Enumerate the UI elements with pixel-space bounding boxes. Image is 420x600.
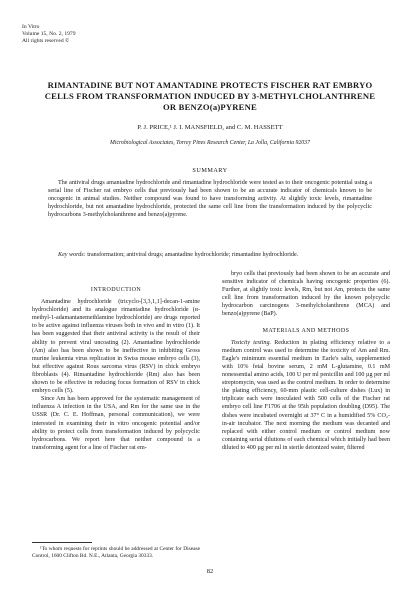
- toxicity-subheading: Toxicity testing.: [231, 339, 272, 346]
- journal-header: [22, 24, 76, 45]
- journal-rights: All rights reserved ©: [22, 38, 70, 44]
- introduction-paragraph-1: Amantadine hydrochloride (tricyclo-[3,3,1,1]-decan-1-amine hydrochloride) and its analogue rimantadine hydrochloride (α-methyl-1-adamantanemethlamine hydrochloride) are drugs reported to be active against influenza viruses both in vivo and in vitro (1). It has been suggested that their antiviral activity is the result of their ability to prevent viral uncoating (2). Amantadine hydrochloride (Am) also has been shown to be ineffective in inhibiting Gross murine leukemia virus replication in Swiss mouse embryo cells (3), but effective against Rous sarcoma virus (RSV) in chick embryo fibroblasts (4). Rimantadine hydrochloride (Rm) also has been shown to be effective in reducing focus formation of RSV in chick embryo cells (5).: [32, 299, 200, 395]
- introduction-heading: INTRODUCTION: [90, 287, 142, 293]
- footnote: ¹To whom requests for reprints should be addressed at Center for Disease Control, 1600 Clifton Rd. N.E., Atlanta, Georgia 30333.: [32, 546, 200, 559]
- right-column: [222, 270, 390, 452]
- introduction-paragraph-2: Since Am has been approved for the systematic management of influenza A infection in the USA, and Rm for the same use in the USSR (Dr. C. E. Hoffman, personal communication), we were interested in examining their in vitro oncogenic potential and/or ability to protect cells from transformation induced by polycyclic hydrocarbons. We report here that neither compound is a transforming agent for a line of Fischer rat em-: [32, 396, 200, 451]
- summary-text: The antiviral drugs amantadine hydrochloride and rimantadine hydrochloride were tested as to their oncogenic potential using a serial line of Fischer rat embryo cells that previously had been shown to be an accurate indicator of chemicals known to be oncogenic in animal studies. Neither compound was found to have transforming activity. At slightly toxic levels, rimantadine hydrochloride, but not amantadine hydrochloride, protected the same cell line from the transformation induced by the polycyclic hydrocarbons 3-methylcholanthrene and benzo(a)pyrene.: [48, 180, 372, 219]
- keywords-text: transformation; antiviral drugs; amantadine hydrochloride; rimantadine hydrochloride.: [87, 252, 299, 258]
- left-column: [32, 286, 200, 452]
- keywords: [48, 251, 372, 259]
- methods-paragraph: [222, 339, 390, 452]
- journal-volume: Volume 15, No. 2, 1979: [22, 31, 76, 37]
- keywords-label: Key words:: [58, 252, 86, 258]
- page-number: 82: [206, 568, 214, 575]
- methods-text: Reduction in plating efficiency relative to a medium control was used to determine the toxicity of Am and Rm. Eagle's minimum essential medium in Earle's salts, supplemented with 10% fetal bovine serum, 2 mM L-glutamine, 0.1 mM nonessential amino acids, 100 U per ml penicillin and 100 µg per ml streptomycin, was used as the control medium. In order to determine the plating efficiency, 60-mm plastic cell-culture dishes (Lux) in triplicate each were inoculated with 500 cells of the Fischer rat embryo cell line F1706 at the 95th population doubling (D95). The dishes were incubated overnight at 37° C in a humidified 5% CO₂-in-air incubator. The next morning the medium was decanted and replaced with either control medium or control medium now containing serial dilutions of each chemical which initially had been diluted to 400 µg per ml in sterile deionized water, filtered: [222, 339, 390, 451]
- article-title: RIMANTADINE BUT NOT AMANTADINE PROTECTS FISCHER RAT EMBRYO CELLS FROM TRANSFORMATION INDUCED BY 3-METHYLCHOLANTHRENE OR BENZO(a)PYRENE: [44, 80, 376, 112]
- article-authors: P. J. PRICE,¹ J. I. MANSFIELD, and C. M. HASSETT: [137, 124, 283, 131]
- methods-heading: MATERIALS AND METHODS: [262, 327, 350, 334]
- footnote-rule: [32, 542, 92, 543]
- journal-name: In Vitro: [22, 24, 40, 30]
- summary-heading: SUMMARY: [192, 167, 228, 174]
- continued-paragraph: bryo cells that previously had been shown to be an accurate and sensitive indicator of chemicals having oncogenic properties (6). Further, at slightly toxic levels, Rm, but not Am, protects the same cell line from transformation induced by the known polycyclic hydrocarbon carcinogens 3-methylcholanthrene (MCA) and benzo(a)pyrene (BaP).: [222, 271, 390, 318]
- article-affiliation: Microbiological Associates, Torrey Pines Research Center, La Jolla, California 92037: [110, 140, 310, 146]
